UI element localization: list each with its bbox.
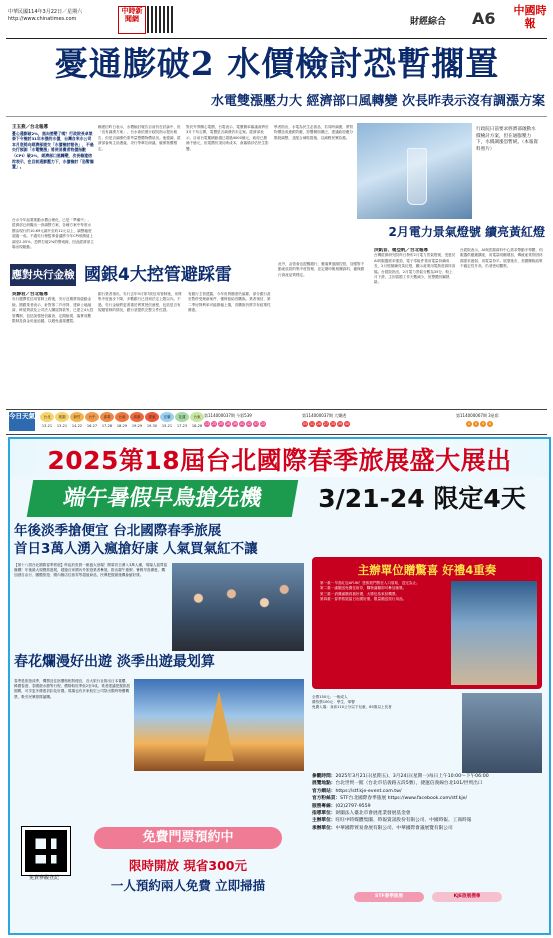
qr-caption: 免費參觀登記	[28, 875, 59, 881]
weather-temp: 17-28	[101, 424, 113, 428]
website-link[interactable]: https://stf.kje-event.com.tw/	[335, 788, 402, 794]
info-row	[312, 788, 544, 795]
qr-code-small[interactable]	[147, 6, 174, 33]
lottery-number: 22	[260, 422, 266, 426]
bank-byline: 吳靜君／台北報導	[12, 292, 48, 297]
weather-city: 台北	[40, 412, 54, 422]
electricity-text: 台灣經濟研究院昨日發布2月電力景氣燈號，受惠於AI伺服器需求強勁，電子零組件業用電量持續成長，2月燈號續亮黃紅燈，顯示產業用電熱度維持高檔。台經院指出，2月電力景氣分數為35分，較上月下滑，主因春節工作天數減少，但整體仍屬熱絡。	[374, 253, 456, 285]
bank-column: 有銀行主管透露，今年房貸額度仍偏緊，部分銀行甚至暫停受理新案件，僅保留給首購族。業者預估，第二季房貸利率可能微幅上揚，首購族仍將享有政策性優惠。	[188, 292, 271, 313]
gift-list	[320, 581, 448, 685]
subhead-divider	[6, 116, 547, 117]
weather-city: 宜蘭	[160, 412, 174, 422]
kids-photo	[462, 693, 542, 773]
lottery-number: 6	[474, 422, 478, 426]
lottery-539-label: 第114000037期 今彩539	[204, 413, 252, 418]
lotto-label: 第114000037期 大樂透	[302, 413, 347, 418]
registration-block	[82, 821, 294, 921]
bank-headline: 國銀4大控管避踩雷	[84, 265, 232, 285]
gift-item: 第一重－早鳥紅包AFUN！憑旅展門票至入口領取，送完為止。	[320, 581, 420, 585]
weather-lottery-strip	[6, 409, 547, 435]
page-number: A6	[472, 9, 496, 28]
info-value: 中華國際貿易會展有限公司、中華國際會議展覽有限公司	[335, 825, 453, 831]
section-name: 財經綜合	[410, 17, 447, 27]
early-bird-promo: 端午暑假早鳥搶先機	[27, 480, 299, 517]
info-key: 服務專線：	[312, 803, 336, 809]
lottery-number: 33	[330, 422, 336, 426]
lottery-number: 0	[467, 422, 471, 426]
info-value: (02)2797-9559	[335, 803, 371, 809]
lottery-number: 26	[316, 422, 322, 426]
main-subhead: 水電雙漲壓力大 經濟部口風轉變 次長昨表示沒有調漲方案	[210, 94, 545, 109]
lottery-number: 47	[253, 422, 259, 426]
lottery-number: 13	[204, 422, 210, 426]
masthead	[0, 0, 553, 40]
gift-box	[312, 557, 542, 689]
weather-temp: 17-23	[176, 424, 188, 428]
lottery-number: 9	[481, 422, 485, 426]
central-bank-tag: 應對央行金檢	[10, 264, 76, 286]
weather-temp: 19-30	[146, 424, 158, 428]
info-value: 2025年3月21日(星期五)、3月24日(星期一)每日上午10:00～下午06:00	[335, 774, 489, 779]
article-column: 學者指出，水電為民生必需品，若同時調漲，將對物價造成連鎖效應，影響層面廣泛，建議政府應分階段調整，並配合補貼措施，以減輕民眾負擔。	[274, 125, 354, 140]
lottery-number: 11	[309, 422, 315, 426]
date-line: 中華民國114年3月22日／星期六	[8, 9, 83, 15]
advert-story-body: 【第十八屆台北國際春季旅展】昨起於世貿一館盛大登場！開幕首日湧入3萬人潮，現場人氣買氣爆棚！年後最大規模旅遊展，超過百家國內外旅遊業者參展，推出端午連假、暑假早鳥優惠，機加酒自由行、團體旅遊、國內飯店住宿券等超值商品，民眾把握最後機會搶好康。	[14, 563, 168, 578]
lotto-numbers	[302, 421, 351, 428]
registration-line2: 一人預約兩人免費 立即掃描	[110, 878, 266, 893]
weather-city: 新竹	[70, 412, 84, 422]
spring-travel-headline: 春花爛漫好出遊 淡季出遊最划算	[14, 654, 215, 670]
weather-city: 台中	[85, 412, 99, 422]
lottery-number: 6	[488, 422, 492, 426]
three-star-label: 第114000067期 3星彩	[456, 413, 499, 418]
info-key: 展覽地點：	[312, 781, 336, 787]
crowd-photo	[172, 563, 304, 651]
info-value: 財團法人臺北市會展產業發展基金會	[335, 811, 411, 817]
weather-temp: 15-21	[161, 424, 173, 428]
info-value: 台北世貿一館（台北市信義路五段5號），捷運信義線台北101/世貿出口	[335, 781, 483, 787]
advert-banner	[10, 439, 549, 477]
bank-column: 此外，金管會也提醒銀行，應落實風險控管，加強對不動產放款的集中度管理，並定期申報相關資料，確保銀行資產品質穩定。	[278, 262, 365, 277]
info-row	[312, 810, 544, 817]
registration-line1: 限時開放 現省300元	[129, 858, 247, 873]
header-divider	[6, 38, 547, 39]
temple-photo	[134, 679, 304, 771]
info-row	[312, 803, 544, 810]
lead-byline: 王玉燕／台北報導	[12, 125, 48, 130]
info-key: 主辦單位：	[312, 818, 336, 824]
bank-text: 央行選擇性信用管制上路後，央行近期將再啟動金檢。國銀業者表示，針對第二戶房貸、建商土地融資、餘屋貸款及公司法人購屋貸款等，已建立4大控管機制，包括加強授信審查、定期檢視、落實成數限制及資金用途追蹤，以避免違規遭罰。	[12, 297, 94, 324]
weather-city: 台東	[190, 412, 204, 422]
advert-story-headline	[14, 523, 304, 559]
lottery-number: 39	[232, 422, 238, 426]
website-link[interactable]: http://www.chinatimes.com	[8, 16, 77, 22]
info-key: 參觀時間：	[312, 774, 336, 779]
weather-temp: 14-22	[71, 424, 83, 428]
info-row	[312, 780, 544, 787]
bank-column	[12, 292, 94, 406]
lottery-number: 05	[302, 422, 308, 426]
weather-city: 台南	[115, 412, 129, 422]
lead-paragraph	[12, 125, 94, 213]
gift-headline: 主辦單位贈驚喜 好禮4重奏	[357, 563, 497, 577]
gift-item: 第四重－春季旅展當日出國好康，限量贈送旅行用品。	[320, 597, 407, 602]
facebook-link[interactable]: STF台北國際春季旅展 https://www.facebook.com/stf.kje/	[340, 796, 468, 802]
gift-item: 第三重－消費滿額再抽好禮，大獎包括來回機票。	[320, 591, 400, 596]
lottery-539-numbers	[204, 421, 267, 428]
weather-city: 屏東	[145, 412, 159, 422]
weather-temp: 18-29	[116, 424, 128, 428]
bank-column: 銀行業者指出，央行去年9月第7波信用管制後，房貸集中度逐步下降，多數銀行已回到法定上限以內。不過，央行金檢將更著重於實質授信流程，包括是否有規避管制的情況，銀行須提供完整文件佐證。	[98, 292, 182, 313]
info-row	[312, 817, 544, 824]
info-row	[312, 773, 544, 780]
weather-label: 今日天氣	[9, 412, 35, 431]
qr-code-registration[interactable]	[22, 827, 70, 875]
info-key: 官方粉絲頁：	[312, 796, 341, 802]
info-key: 指導單位：	[312, 811, 336, 817]
advert-headline-line1: 年後淡季搶便宜 台北國際春季旅展	[14, 523, 222, 539]
photo-caption: 行政院日前要求經濟部啟動水價檢討方案，但在通膨壓力下，水價調漲恐暫緩。（本報資料照片）	[476, 127, 539, 152]
article-column: 賴建信昨日表示，水價檢討報告目前仍在討論中，但「沒有調漲方案」，台水會依照行政院指示提出報告，但是否調漲仍需考量整體物價狀況。他強調，經濟部會與主計總處、央行等單位研議，確保物價穩定。	[98, 125, 181, 151]
weather-temp: 16-27	[86, 424, 98, 428]
lottery-number: 25	[218, 422, 224, 426]
article-column: 台水今年起要推動水價合理化，已是「準備中」，經濟部已研擬出一套調整方案，各種方案中每度水價由現行的10.69元調升至約12元以上，調整幅度超過一成。不過央行理監事會議將今年CPI預測值上調至2.05%，恐將打破2%的警戒線，因此經濟部立場出現鬆動。	[12, 218, 94, 250]
weather-city: 桃園	[55, 412, 69, 422]
weather-city: 花蓮	[175, 412, 189, 422]
fair-info-list	[312, 773, 544, 923]
gift-photo	[451, 581, 537, 685]
advert-headline-line2: 首日3萬人湧入瘋搶好康 人氣買氣紅不讓	[14, 540, 258, 557]
weather-city: 嘉義	[100, 412, 114, 422]
weather-city: 高雄	[130, 412, 144, 422]
main-headline: 憂通膨破2 水價檢討恐暫擱置	[54, 44, 500, 83]
electricity-column	[374, 248, 456, 406]
lead-text: 憂心通膨破2%，風向要變了嗎？行政院長卓榮泰下令檢討31年未漲的水價，台灣自來水公司本月底將向經濟部提交「水價檢討報告」，不過央行預測「水電雙漲」將使消費者物價指數（CPI）破2%，經濟部口風轉變，次長賴建信昨表示，在目前通膨壓力下，水價檢討「恐暫擱置」。	[12, 130, 94, 170]
fair-dates: 3/21-24 限定4天	[318, 484, 526, 513]
gift-item: 第二重－滿額送免費住宿券，購物滿額即可參加抽獎。	[320, 586, 407, 591]
lottery-number: 26	[225, 422, 231, 426]
kje-search-pill[interactable]: KJE旅展搜尋	[432, 892, 502, 902]
info-key: 承辦單位：	[312, 825, 336, 831]
free-ticket-button[interactable]: 免費門票預約中	[94, 827, 282, 849]
three-star-numbers	[466, 421, 494, 428]
info-key: 官方網站：	[312, 788, 336, 794]
lottery-number: 27	[323, 422, 329, 426]
weather-temp: 19-29	[131, 424, 143, 428]
info-row	[312, 825, 544, 832]
info-value: 旺旺中時媒體集團、時報資訊股份有限公司、中國時報、工商時報	[335, 818, 472, 824]
travel-fair-advert	[8, 437, 551, 935]
weather-temp: 18-26	[191, 424, 203, 428]
chinatimes-news-logo: 中時新聞網	[118, 6, 146, 34]
weather-temp: 13-21	[41, 424, 53, 428]
lottery-number: 42	[246, 422, 252, 426]
electricity-byline: 洪凱音、楊亞帆／台北報導	[374, 248, 428, 253]
lottery-number: 41	[239, 422, 245, 426]
info-row	[312, 795, 544, 802]
stf-search-pill[interactable]: STF春季旅展	[354, 892, 424, 902]
brand-logo: 中國時報	[513, 4, 547, 30]
spring-travel-body: 春季是旅遊淡季，機票及住宿價格相對便宜，各大旅行社推出日本賞櫻、韓國春遊、泰國潑水節等行程，價格較旺季低2至3成。業者建議把握旅展期間，可享更多優惠折扣及好禮。現場也有多家航空公司祭出限時特價機票，吸引民眾排隊搶購。	[14, 679, 130, 699]
lottery-number: 39	[337, 422, 343, 426]
lottery-number: 40	[344, 422, 350, 426]
advert-title: 2025第18屆台北國際春季旅展盛大展出	[47, 446, 512, 475]
lottery-number: 23	[211, 422, 217, 426]
water-glass-photo	[357, 123, 472, 219]
electricity-column: 台經院表示，AI與雲端資料中心需求帶動半導體、伺服器供應鏈擴產，用電量明顯增加，傳統產業則因終端需求疲弱，用電量持平。展望後市，美國關稅政策不確定性升高，仍須密切觀察。	[460, 248, 543, 269]
article-column: 對於外界關心電價，台電表示，電價費率審議會將於3月下旬召開，電價是否調漲仍未定案。經濟部表示，目前台電累積虧損已超過4000億元，政府已撥補千億元，但電價仍須反映成本，會審慎評估民生影響。	[186, 125, 269, 151]
ticket-prices: 全票150元；一般成人 優待票100元：學生、軍警 免費入場：身高110公分以下兒童、65歲以上長者	[312, 695, 392, 710]
electricity-headline: 2月電力景氣燈號 續亮黃紅燈	[388, 225, 545, 239]
weather-temp: 13-21	[56, 424, 68, 428]
masthead-date	[8, 9, 82, 23]
